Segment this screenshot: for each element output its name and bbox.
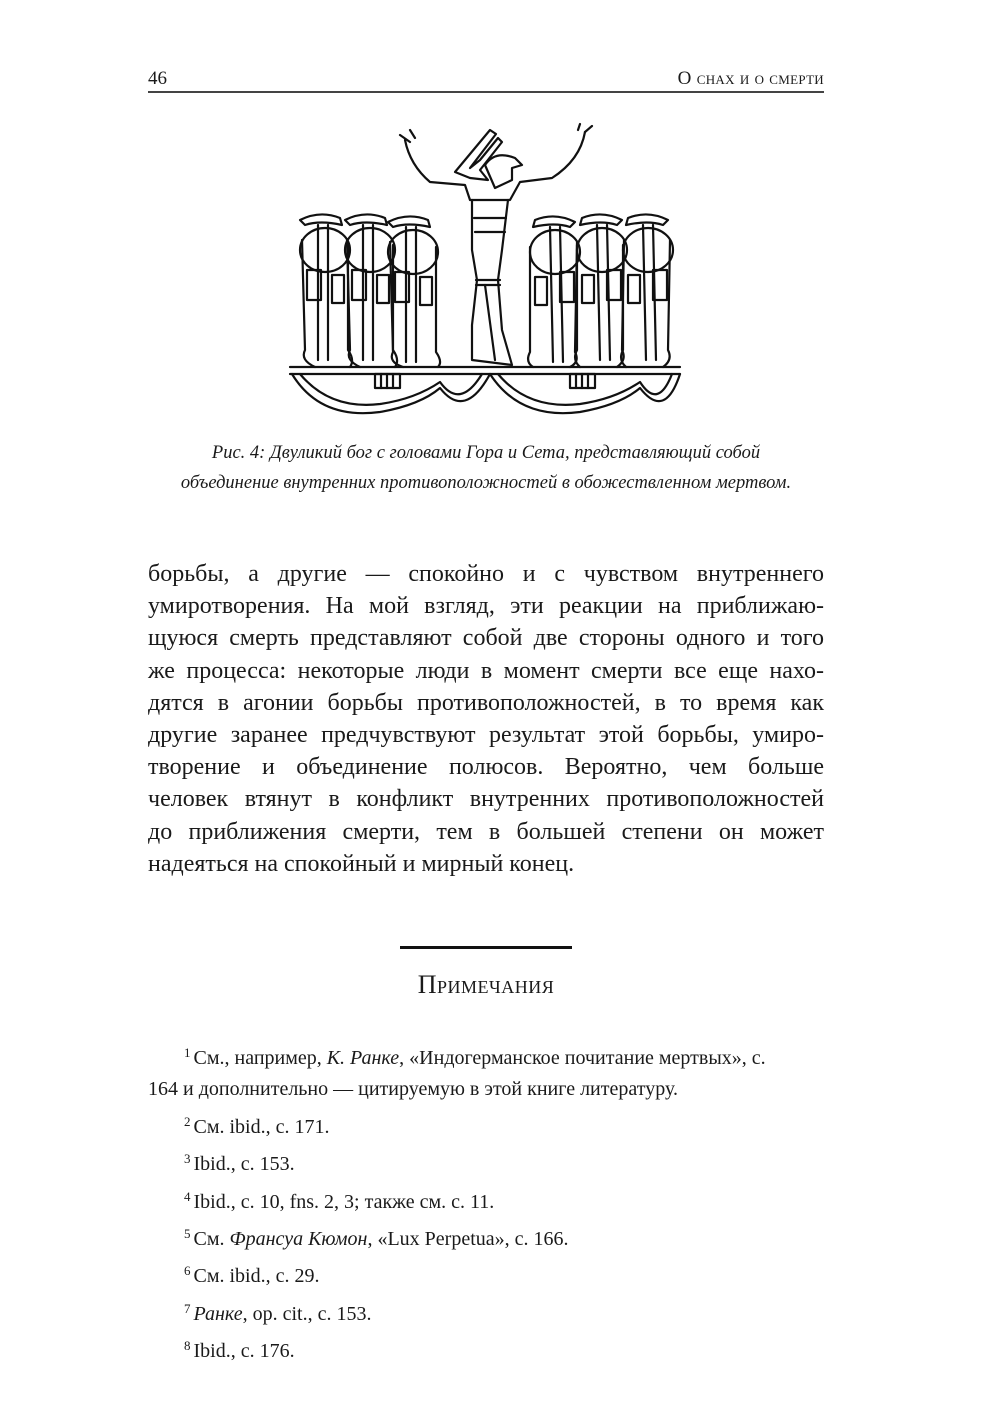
figure-caption [148,438,824,498]
footnote-2: $^2$ См. ibid., с. 171. [184,1113,330,1138]
body-line: щуюся смерть представляют собой две стороны одного и того [148,625,824,652]
footnote-3: $^3$ Ibid., с. 153. [184,1151,295,1176]
footnote-1-continuation: 164 и дополнительно — цитируемую в этой книге литературу. [148,1078,678,1101]
footnotes-list [148,1037,824,1368]
footnote-1: $^1$ См., например, К. Ранке, «Индогерманское почитание мертвых», с. [184,1045,766,1069]
caption-line-2: объединение внутренних противоположностей в обожествленном мертвом. [180,473,792,493]
body-line: до приближения смерти, тем в большей степени он может [148,818,824,845]
notes-divider [400,946,572,949]
body-line: другие заранее предчувствуют результат этой борьбы, умиро- [148,722,824,749]
notes-title: Примечания [417,970,555,999]
footnote-6: $^6$ См. ibid., с. 29. [184,1263,320,1288]
footnote-number: 4 [184,1188,191,1204]
body-line: борьбы, а другие — спокойно и с чувством внутреннего [148,561,824,587]
caption-line-1: Рис. 4: Двуликий бог с головами Гора и Сета, представляющий собой [211,443,761,463]
body-line: умиротворения. На мой взгляд, эти реакции на приближаю- [148,593,824,620]
body-line: человек втянут в конфликт внутренних противоположностей [148,786,824,813]
footnote-8: $^8$ Ibid., с. 176. [184,1338,295,1363]
footnote-7: $^7$ Ранке, op. cit., с. 153. [184,1300,372,1325]
footnote-number: 2 [184,1113,191,1129]
body-paragraph [148,558,824,880]
header-rule [148,91,824,93]
page-number: 46 [148,68,167,89]
body-line: дятся в агонии борьбы противоположностей, в то время как [148,689,824,716]
footnote-number: 5 [184,1226,191,1242]
running-head [148,64,824,92]
footnote-number: 1 [184,1045,191,1060]
footnote-number: 8 [184,1338,191,1354]
body-line: творение и объединение полюсов. Вероятно, чем больше [148,754,824,781]
footnote-4: $^4$ Ibid., с. 10, fns. 2, 3; также см. с. 11. [184,1188,495,1213]
footnote-number: 7 [184,1300,191,1316]
footnote-number: 3 [184,1151,191,1167]
footnote-number: 6 [184,1263,191,1279]
footnote-5: $^5$ См. Франсуа Кюмон, «Lux Perpetua», с. 166. [184,1226,569,1251]
chapter-title: О снах и о смерти [677,68,824,89]
egyptian-god-illustration-icon [280,120,720,420]
body-line: надеяться на спокойный и мирный конец. [148,850,575,877]
body-line: же процесса: некоторые люди в момент смерти все еще нахо- [148,657,824,684]
